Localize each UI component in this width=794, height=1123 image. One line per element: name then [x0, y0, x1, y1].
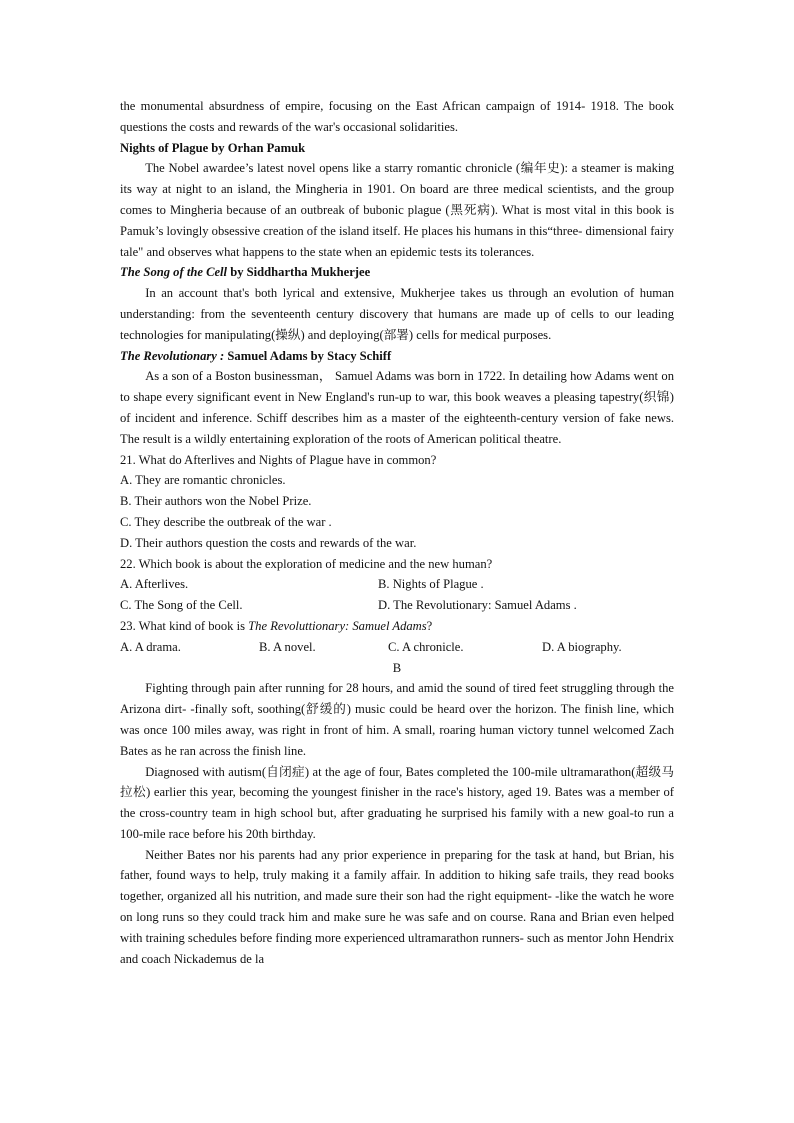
book-title-author: by Siddhartha Mukherjee	[227, 265, 371, 280]
question-21-option-c: C. They describe the outbreak of the war .	[120, 514, 332, 529]
section-b-paragraph-1: Fighting through pain after running for 28 hours, and amid the sound of tired feet struggling through the Arizona dirt- -finally soft, soothing(舒缓的) music could be heard over the horizon. The finish line, which was once 100 miles away, was right in front of him. A small, roaring human victory tunnel welcomed Zach Bates as he ran across the finish line.	[120, 681, 674, 758]
section-b-paragraph-3: Neither Bates nor his parents had any prior experience in preparing for the task at hand, but Brian, his father, found ways to help, truly making it a family affair. In addition to hiking safe trails, they read books together, organized all his nutrition, and made sure their son had the right equipment- -like the watch he wore on long runs so they could track him and make sure he was safe and on course. Rana and Brian even helped with training schedules before finding more experienced ultramarathon runners- such as mentor John Hendrix and coach Nickademus de la	[120, 847, 674, 966]
document-page	[120, 96, 674, 969]
question-22-option-b: B. Nights of Plague .	[378, 577, 484, 592]
book-title-song-of-the-cell	[120, 262, 674, 283]
book-title-author: Samuel Adams by Stacy Schiff	[224, 348, 392, 363]
question-23-stem	[120, 616, 674, 637]
book-paragraph-the-revolutionary: As a son of a Boston businessman， Samuel Adams was born in 1722. In detailing how Adams went on to shape every significant event in New England's run-up to war, this book weaves a pleasing tapestry(织锦) of incident and inference. Schiff describes him as a master of the eighteenth-century version of fake news. The result is a wildly entertaining exploration of the roots of American political theatre.	[120, 369, 674, 446]
question-23-option-d: D. A biography.	[542, 639, 622, 654]
question-22-option-a: A. Afterlives.	[120, 577, 189, 592]
question-23-option-a: A. A drama.	[120, 639, 181, 654]
afterlives-paragraph-tail: the monumental absurdness of empire, focusing on the East African campaign of 1914- 1918. The book questions the costs and rewards of the war's occasional solidarities.	[120, 99, 674, 134]
book-title-nights-of-plague: Nights of Plague by Orhan Pamuk	[120, 140, 306, 155]
question-23-option-c: C. A chronicle.	[388, 639, 464, 654]
question-23-options-row	[120, 637, 674, 658]
section-b-label: B	[392, 660, 402, 675]
question-22-options-row-2	[120, 595, 674, 616]
question-21-stem: 21. What do Afterlives and Nights of Plague have in common?	[120, 452, 437, 467]
book-title-italic: The Song of the Cell	[120, 265, 228, 280]
book-title-the-revolutionary	[120, 346, 674, 367]
question-23-option-b: B. A novel.	[259, 639, 316, 654]
question-22-stem: 22. Which book is about the exploration of medicine and the new human?	[120, 556, 493, 571]
question-22-option-d: D. The Revolutionary: Samuel Adams .	[378, 598, 577, 613]
question-22-options-row-1	[120, 574, 674, 595]
question-23-stem-title: The Revoluttionary: Samuel Adams	[248, 618, 427, 633]
book-paragraph-song-of-the-cell: In an account that's both lyrical and extensive, Mukherjee takes us through an evolution of human understanding: from the seventeenth century discovery that humans are made up of cells to our leading technologies for manipulating(操纵) and deploying(部署) cells for medical purposes.	[120, 286, 674, 342]
question-21-option-b: B. Their authors won the Nobel Prize.	[120, 494, 312, 509]
section-b-paragraph-2: Diagnosed with autism(自闭症) at the age of four, Bates completed the 100-mile ultramarathon(超级马拉松) earlier this year, becoming the youngest finisher in the race's history, aged 19. Bates was a member of the cross-country team in high school but, after graduating he surprised his family with a new goal-to run a 100-mile race before his 20th birthday.	[120, 764, 674, 841]
book-title-italic: The Revolutionary :	[120, 348, 225, 363]
question-21-option-a: A. They are romantic chronicles.	[120, 473, 286, 488]
question-23-stem-suffix: ?	[426, 618, 433, 633]
question-22-option-c: C. The Song of the Cell.	[120, 598, 243, 613]
question-23-stem-prefix: 23. What kind of book is	[120, 618, 249, 633]
book-paragraph-nights-of-plague: The Nobel awardee’s latest novel opens like a starry romantic chronicle (编年史): a steamer is making its way at night to an island, the Mingheria in 1901. On board are three medical scientists, and the group comes to Mingheria because of an outbreak of bubonic plague (黑死病). What is most vital in this book is Pamuk’s lovingly obsessive creation of the island itself. He places his humans in this“three- dimensional fairy tale" and observes what happens to the state when an epidemic tests its tolerances.	[120, 161, 675, 259]
question-21-option-d: D. Their authors question the costs and rewards of the war.	[120, 535, 417, 550]
